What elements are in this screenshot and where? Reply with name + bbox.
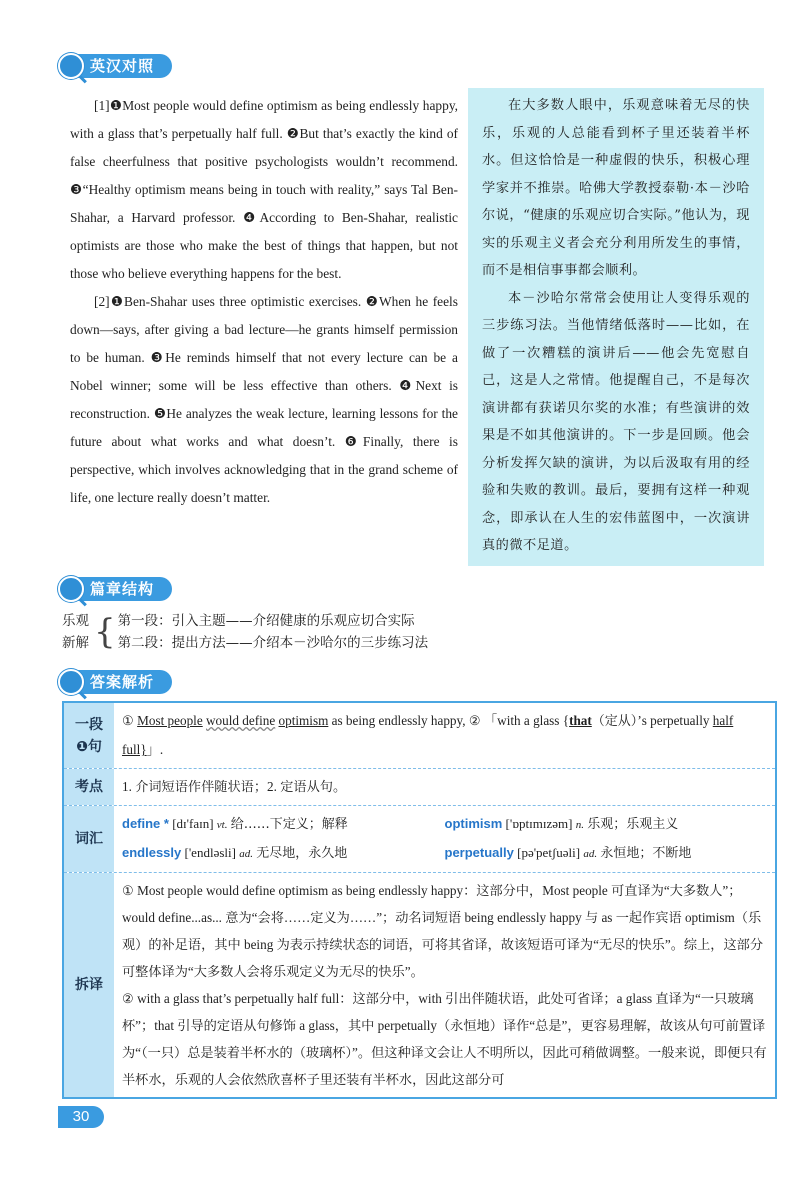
phrase-open: 「with a glass {: [483, 713, 570, 728]
english-paragraph-1: [1]❶Most people would define optimism as being endlessly happy, with a glass that’s perpetually half full. ❷But that’s exactly the kind of false cheerfulness that positive psychologists wouldn’t recommend. ❸“Healthy optimism means being in touch with reality,” says Tal Ben-Shahar, a Harvard professor. ❹According to Ben-Shahar, realistic optimists are those who make the best of things that happen, but not those who believe everything happens for the best.: [70, 98, 458, 281]
magnifier-icon: [58, 53, 84, 79]
vocab-word: endlessly: [122, 845, 182, 860]
table-row: [64, 873, 775, 1097]
english-paragraph-2: [2]❶Ben-Shahar uses three optimistic exercises. ❷When he feels down—says, after giving a bad lecture—he grants himself permission to be human. ❸He reminds himself that not every lecture can be a Nobel winner; some will be less effective than others. ❹Next is reconstruction. ❺He analyzes the weak lecture, learning lessons for the future about what works and what doesn’t. ❻Finally, there is perspective, which involves acknowledging that in the grand scheme of life, one lecture really doesn’t matter.: [70, 294, 458, 505]
vocab-phonetic: ['ɒptɪmɪzəm]: [505, 816, 573, 831]
row-header: [64, 703, 114, 768]
phrase-close: 」.: [146, 742, 164, 757]
vocab-item: [445, 810, 768, 839]
table-row: [64, 703, 775, 769]
vocab-item: [122, 810, 445, 839]
structure-label-bottom: 新解: [62, 635, 89, 651]
english-text: [70, 92, 458, 512]
phrase-end: half full}: [122, 713, 734, 757]
relative-pronoun: that: [569, 713, 592, 728]
section-title: 篇章结构: [74, 577, 172, 601]
vocab-word: optimism: [444, 816, 503, 831]
brace-icon: {: [94, 612, 116, 652]
structure-line-2: 第二段：提出方法——介绍本－沙哈尔的三步练习法: [117, 635, 429, 651]
vocab-pos: n.: [575, 819, 584, 831]
section-title: 答案解析: [74, 670, 172, 694]
vocab-item: [445, 839, 768, 868]
table-row: [64, 806, 775, 873]
sentence-analysis: [114, 703, 775, 768]
table-row: [64, 769, 775, 806]
vocab-meaning: 乐观；乐观主义: [587, 817, 679, 832]
row-header-line: ❶句: [76, 738, 102, 755]
magnifier-icon: [58, 669, 84, 695]
section-tag-answer: [58, 670, 172, 694]
vocabulary-list: [114, 806, 775, 872]
vocab-meaning: 无尽地，永久地: [256, 846, 348, 861]
vocab-pos: vt.: [216, 819, 228, 831]
section-tag-structure: [58, 577, 172, 601]
subject: Most people: [137, 713, 203, 728]
vocab-phonetic: ['endləsli]: [184, 845, 236, 860]
structure-label-top: 乐观: [62, 613, 89, 629]
row-header: 考点: [64, 769, 114, 805]
section-tag-translation: [58, 54, 172, 78]
answer-table: [62, 701, 777, 1099]
vocab-pos: ad.: [583, 848, 598, 860]
complement: as being endlessly happy,: [331, 713, 466, 728]
translation-breakdown: [114, 873, 775, 1097]
clause-note: （定从）: [591, 714, 638, 729]
chinese-translation-box: [468, 88, 764, 566]
predicate: would define: [206, 713, 276, 728]
page-number: 30: [58, 1106, 104, 1128]
vocab-word: define *: [122, 816, 169, 831]
row-header: 拆译: [64, 873, 114, 1097]
vocab-item: [122, 839, 445, 868]
vocab-phonetic: [dɪ'faɪn]: [172, 816, 214, 831]
circled-number: ②: [468, 713, 481, 728]
vocab-meaning: 永恒地；不断地: [600, 846, 692, 861]
section-title: 英汉对照: [74, 54, 172, 78]
chinese-paragraph-1: 在大多数人眼中，乐观意味着无尽的快乐，乐观的人总能看到杯子里还装着半杯水。但这恰恰是一种虚假的快乐，积极心理学家并不推崇。哈佛大学教授泰勒·本－沙哈尔说，“健康的乐观应切合实际。”他认为，现实的乐观主义者会充分利用所发生的事情，而不是相信事事都会顺利。: [482, 98, 750, 278]
breakdown-paragraph-2: ② with a glass that’s perpetually half full：这部分中，with 引出伴随状语，此处可省译；a glass 直译为“一只玻璃杯”；that 引导的定语从句修饰 a glass，其中 perpetually（永恒地）译作“总是”，更容易理解，故该从句可前置译为“（一只）总是装着半杯水的（玻璃杯）”。但这种译文会让人不明所以，因此可稍做调整。一般来说，即便只有半杯水，乐观的人会依然欣喜杯子里还装有半杯水，因此这部分可: [122, 991, 767, 1087]
row-header: 词汇: [64, 806, 114, 872]
vocab-pos: ad.: [239, 848, 253, 860]
phrase-rest: ’s perpetually: [637, 713, 710, 728]
object: optimism: [278, 713, 329, 728]
chinese-paragraph-2: 本－沙哈尔常常会使用让人变得乐观的三步练习法。当他情绪低落时——比如，在做了一次糟糕的演讲后——他会先宽慰自己，这是人之常情。他提醒自己，不是每次演讲都有获诺贝尔奖的水准；有些演讲的效果是不如其他演讲的。下一步是回顾。他会分析发挥欠缺的演讲，为以后汲取有用的经验和失败的教训。最后，要拥有这样一种观念，即承认在人生的宏伟蓝图中，一次演讲真的微不足道。: [482, 290, 750, 553]
vocab-phonetic: [pə'petʃuəli]: [517, 845, 581, 860]
structure-line-1: 第一段：引入主题——介绍健康的乐观应切合实际: [117, 613, 415, 629]
vocab-meaning: 给……下定义；解释: [230, 817, 348, 832]
breakdown-paragraph-1: ① Most people would define optimism as being endlessly happy：这部分中，Most people 可直译为“大多数人”；would define...as... 意为“会将……定义为……”；动名词短语 being endlessly happy 与 as 一起作宾语 optimism（乐观）的补足语，其中 being 为表示持续状态的词语，可将其省译，故该短语可译为“无尽的快乐”。综上，这部分可整体译为“大多数人会将乐观定义为无尽的快乐”。: [122, 883, 764, 979]
row-header-line: 一段: [75, 716, 103, 733]
magnifier-icon: [58, 576, 84, 602]
circled-number: ①: [122, 713, 134, 728]
test-points: 1. 介词短语作伴随状语；2. 定语从句。: [122, 779, 347, 794]
vocab-word: perpetually: [444, 845, 514, 860]
structure-outline: [62, 610, 428, 654]
